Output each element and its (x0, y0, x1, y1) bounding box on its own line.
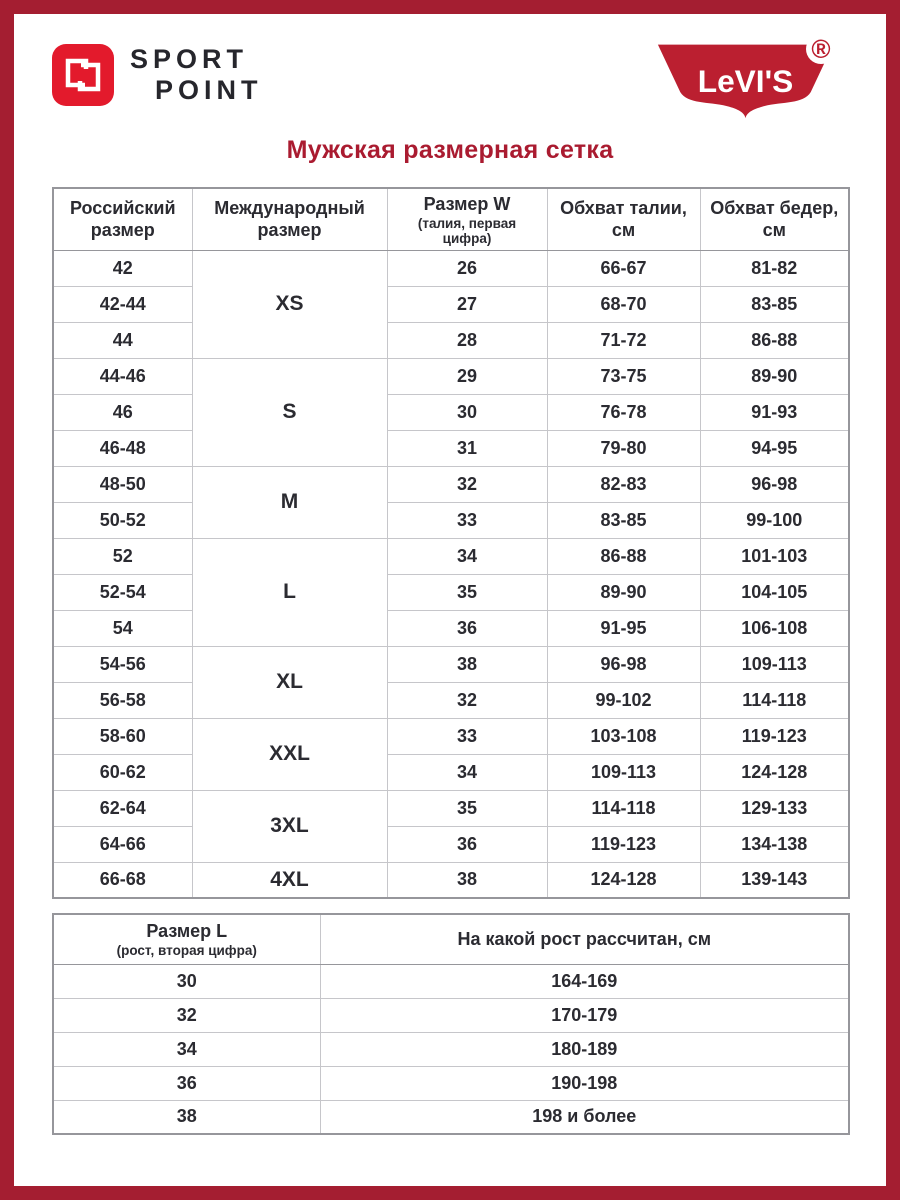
table-row (53, 1066, 849, 1100)
table-row (53, 862, 849, 898)
sport-point-wordmark-line1: SPORT (130, 44, 249, 74)
cell-russian-size: 42 (53, 250, 192, 286)
cell-russian-size: 52 (53, 538, 192, 574)
length-table (52, 913, 850, 1135)
cell-international-size: 4XL (192, 862, 387, 898)
col-header-waist (547, 188, 700, 250)
col-header-l-size (53, 914, 320, 964)
col-header-w-size-sublabel: (талия, первая цифра) (417, 215, 517, 246)
cell-l-size: 32 (53, 998, 320, 1032)
cell-russian-size: 44 (53, 322, 192, 358)
cell-waist: 109-113 (547, 754, 700, 790)
col-header-height-label: На какой рост рассчитан, см (457, 929, 712, 950)
table-row (53, 964, 849, 998)
col-header-hips (700, 188, 849, 250)
cell-w-size: 35 (387, 574, 547, 610)
cell-hips: 134-138 (700, 826, 849, 862)
table-row (53, 538, 849, 574)
cell-russian-size: 60-62 (53, 754, 192, 790)
table-row (53, 358, 849, 394)
cell-hips: 94-95 (700, 430, 849, 466)
cell-w-size: 31 (387, 430, 547, 466)
cell-w-size: 28 (387, 322, 547, 358)
cell-hips: 139-143 (700, 862, 849, 898)
table-row (53, 286, 849, 322)
cell-height-range: 170-179 (320, 998, 849, 1032)
cell-waist: 124-128 (547, 862, 700, 898)
table-row (53, 466, 849, 502)
cell-w-size: 33 (387, 718, 547, 754)
cell-russian-size: 52-54 (53, 574, 192, 610)
cell-international-size: 3XL (192, 790, 387, 862)
size-table (52, 187, 850, 899)
levis-wordmark: LeVI'S (697, 63, 794, 100)
table-row (53, 998, 849, 1032)
cell-w-size: 36 (387, 610, 547, 646)
table-row (53, 718, 849, 754)
cell-hips: 129-133 (700, 790, 849, 826)
sport-point-wordmark-line2: POINT (155, 75, 263, 105)
cell-international-size: L (192, 538, 387, 646)
cell-w-size: 29 (387, 358, 547, 394)
col-header-russian-size-label: Российский размер (69, 198, 176, 241)
cell-l-size: 30 (53, 964, 320, 998)
cell-hips: 99-100 (700, 502, 849, 538)
cell-russian-size: 48-50 (53, 466, 192, 502)
cell-w-size: 38 (387, 862, 547, 898)
col-header-russian-size (53, 188, 192, 250)
cell-russian-size: 50-52 (53, 502, 192, 538)
cell-waist: 83-85 (547, 502, 700, 538)
cell-hips: 106-108 (700, 610, 849, 646)
table-row (53, 646, 849, 682)
cell-hips: 91-93 (700, 394, 849, 430)
cell-height-range: 164-169 (320, 964, 849, 998)
cell-russian-size: 44-46 (53, 358, 192, 394)
cell-w-size: 34 (387, 754, 547, 790)
cell-russian-size: 56-58 (53, 682, 192, 718)
cell-russian-size: 64-66 (53, 826, 192, 862)
cell-w-size: 27 (387, 286, 547, 322)
table-row (53, 1032, 849, 1066)
cell-hips: 104-105 (700, 574, 849, 610)
table-row (53, 430, 849, 466)
cell-waist: 89-90 (547, 574, 700, 610)
cell-russian-size: 58-60 (53, 718, 192, 754)
cell-russian-size: 42-44 (53, 286, 192, 322)
table-row (53, 610, 849, 646)
col-header-international-size-label: Международный размер (214, 198, 365, 241)
cell-waist: 91-95 (547, 610, 700, 646)
page-title: Мужская размерная сетка (286, 136, 614, 164)
cell-l-size: 36 (53, 1066, 320, 1100)
cell-w-size: 34 (387, 538, 547, 574)
cell-height-range: 190-198 (320, 1066, 849, 1100)
col-header-height (320, 914, 849, 964)
cell-l-size: 38 (53, 1100, 320, 1134)
table-row (53, 502, 849, 538)
cell-waist: 66-67 (547, 250, 700, 286)
cell-international-size: XL (192, 646, 387, 718)
cell-russian-size: 66-68 (53, 862, 192, 898)
col-header-waist-label: Обхват талии, см (560, 198, 687, 241)
table-row (53, 754, 849, 790)
cell-hips: 83-85 (700, 286, 849, 322)
cell-height-range: 198 и более (320, 1100, 849, 1134)
cell-height-range: 180-189 (320, 1032, 849, 1066)
table-row (53, 682, 849, 718)
cell-waist: 71-72 (547, 322, 700, 358)
cell-waist: 114-118 (547, 790, 700, 826)
length-table-header-row (53, 914, 849, 964)
table-row (53, 1100, 849, 1134)
cell-hips: 101-103 (700, 538, 849, 574)
table-row (53, 322, 849, 358)
cell-hips: 89-90 (700, 358, 849, 394)
levis-registered-mark: ® (806, 34, 836, 64)
content (14, 187, 886, 1135)
cell-russian-size: 46 (53, 394, 192, 430)
col-header-hips-label: Обхват бедер, см (710, 198, 839, 241)
cell-l-size: 34 (53, 1032, 320, 1066)
cell-hips: 109-113 (700, 646, 849, 682)
cell-waist: 99-102 (547, 682, 700, 718)
cell-hips: 124-128 (700, 754, 849, 790)
table-row (53, 250, 849, 286)
cell-w-size: 30 (387, 394, 547, 430)
sport-point-icon (52, 44, 114, 106)
cell-waist: 103-108 (547, 718, 700, 754)
cell-russian-size: 62-64 (53, 790, 192, 826)
cell-hips: 114-118 (700, 682, 849, 718)
cell-hips: 81-82 (700, 250, 849, 286)
cell-w-size: 38 (387, 646, 547, 682)
cell-international-size: M (192, 466, 387, 538)
table-row (53, 394, 849, 430)
cell-russian-size: 54 (53, 610, 192, 646)
col-header-w-size-label: Размер W (423, 193, 511, 214)
cell-hips: 86-88 (700, 322, 849, 358)
cell-w-size: 32 (387, 682, 547, 718)
cell-waist: 119-123 (547, 826, 700, 862)
table-row (53, 826, 849, 862)
cell-w-size: 36 (387, 826, 547, 862)
cell-waist: 76-78 (547, 394, 700, 430)
cell-waist: 79-80 (547, 430, 700, 466)
table-row (53, 790, 849, 826)
col-header-l-size-sublabel: (рост, вторая цифра) (116, 943, 257, 959)
col-header-l-size-label: Размер L (146, 921, 228, 942)
cell-w-size: 26 (387, 250, 547, 286)
size-table-header-row (53, 188, 849, 250)
sport-point-wordmark (130, 44, 263, 106)
cell-w-size: 32 (387, 466, 547, 502)
table-row (53, 574, 849, 610)
cell-w-size: 35 (387, 790, 547, 826)
cell-russian-size: 46-48 (53, 430, 192, 466)
cell-international-size: XS (192, 250, 387, 358)
cell-russian-size: 54-56 (53, 646, 192, 682)
cell-international-size: XXL (192, 718, 387, 790)
cell-w-size: 33 (387, 502, 547, 538)
cell-waist: 86-88 (547, 538, 700, 574)
cell-waist: 68-70 (547, 286, 700, 322)
cell-hips: 119-123 (700, 718, 849, 754)
levis-logo (649, 34, 842, 122)
cell-international-size: S (192, 358, 387, 466)
sport-point-logo (52, 44, 263, 106)
col-header-w-size (387, 188, 547, 250)
cell-waist: 73-75 (547, 358, 700, 394)
cell-waist: 82-83 (547, 466, 700, 502)
cell-hips: 96-98 (700, 466, 849, 502)
col-header-international-size (192, 188, 387, 250)
header (14, 14, 886, 122)
cell-waist: 96-98 (547, 646, 700, 682)
